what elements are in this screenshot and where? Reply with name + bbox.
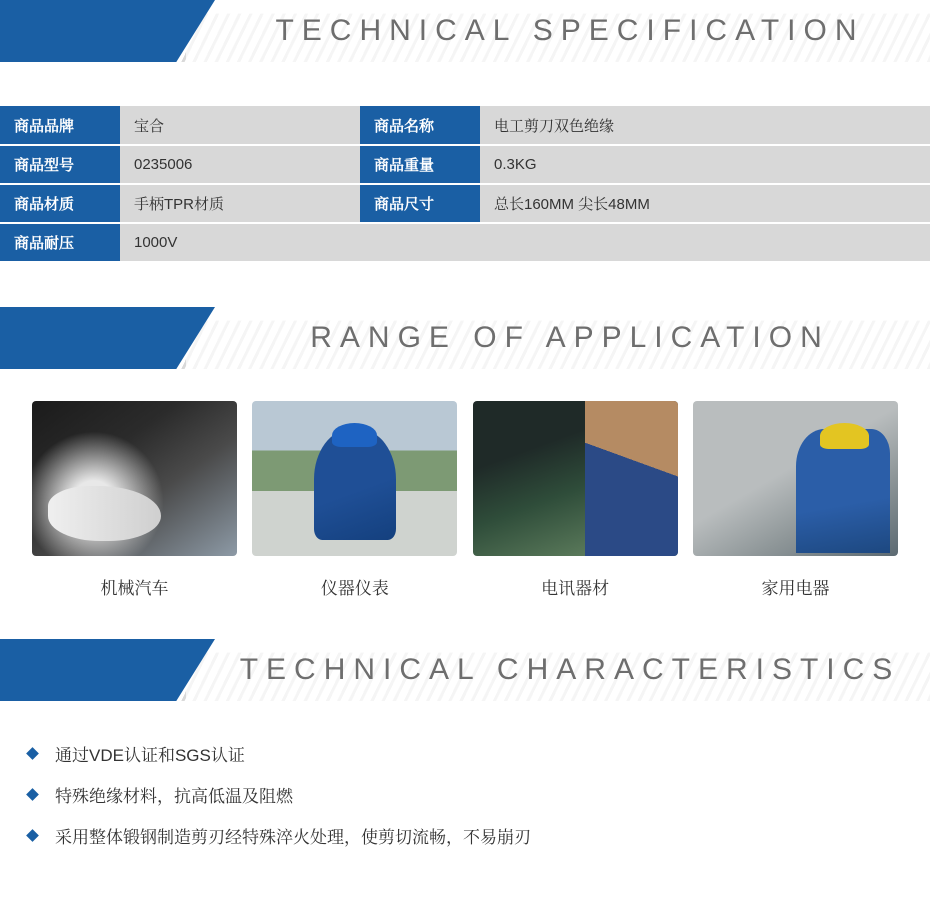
feature-list [0,741,930,848]
spec-value: 手柄TPR材质 [120,184,360,223]
feature-text: 特殊绝缘材料，抗高低温及阻燃 [55,787,293,806]
instrumentation-photo [252,401,457,556]
spec-value: 宝合 [120,106,360,145]
table-row [0,106,930,145]
section-title-en: RANGE OF APPLICATION [310,321,830,354]
spec-label: 商品品牌 [0,106,120,145]
feature-text: 采用整体锻钢制造剪刃经特殊淬火处理，使剪切流畅，不易崩刃 [55,828,531,847]
home-appliance-photo [693,401,898,556]
spec-label: 商品重量 [360,145,480,184]
section-header-application [0,307,930,369]
section-title-en: TECHNICAL SPECIFICATION [275,14,865,47]
spec-label-empty [360,223,480,262]
spec-value: 0.3KG [480,145,930,184]
list-item [28,741,930,766]
spec-value: 0235006 [120,145,360,184]
diamond-bullet-icon [26,829,39,842]
spec-label: 商品材质 [0,184,120,223]
application-caption: 电讯器材 [541,579,610,598]
spec-label: 商品名称 [360,106,480,145]
section-header-characteristics [0,639,930,701]
spec-label: 商品型号 [0,145,120,184]
list-item [28,823,930,848]
spec-value: 1000V [120,223,360,262]
feature-text: 通过VDE认证和SGS认证 [55,746,245,765]
table-row [0,184,930,223]
telecom-equipment-photo [473,401,678,556]
list-item [473,401,678,599]
application-caption: 机械汽车 [100,579,169,598]
spec-label: 商品耐压 [0,223,120,262]
application-caption: 仪器仪表 [320,579,389,598]
table-row [0,145,930,184]
spec-value: 总长160MM 尖长48MM [480,184,930,223]
application-caption: 家用电器 [761,579,830,598]
spec-value: 电工剪刀双色绝缘 [480,106,930,145]
diamond-bullet-icon [26,788,39,801]
spec-value-empty [480,223,930,262]
mechanical-automotive-photo [32,401,237,556]
specification-table [0,106,930,263]
application-gallery [0,401,930,599]
list-item [693,401,898,599]
section-header-specification [0,0,930,62]
list-item [32,401,237,599]
list-item [252,401,457,599]
table-row [0,223,930,262]
list-item [28,782,930,807]
diamond-bullet-icon [26,747,39,760]
section-title-en: TECHNICAL CHARACTERISTICS [239,653,901,686]
spec-label: 商品尺寸 [360,184,480,223]
